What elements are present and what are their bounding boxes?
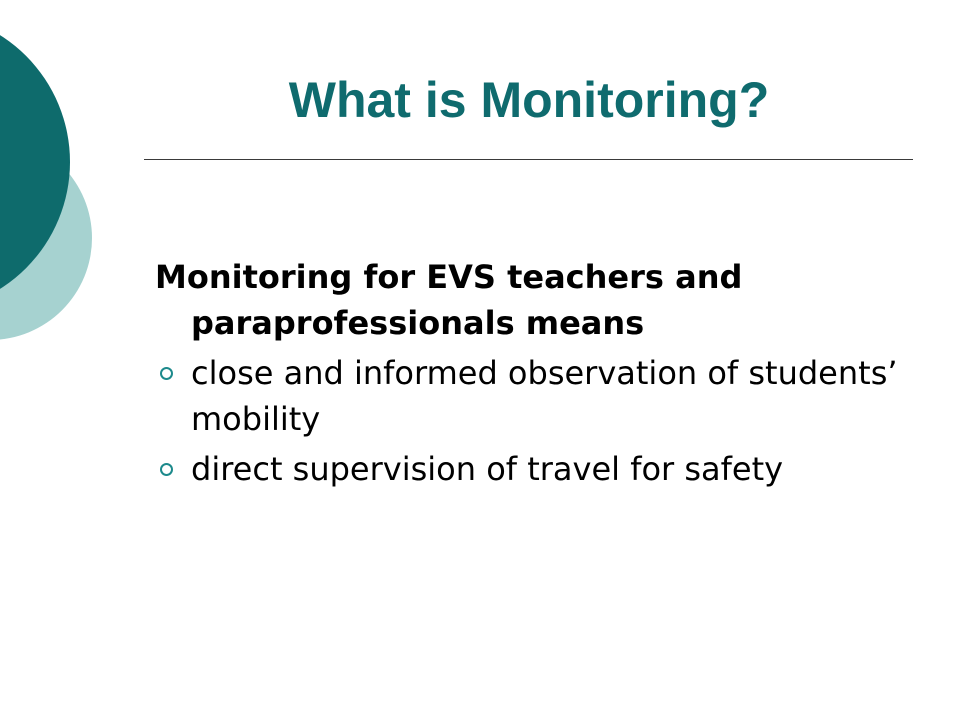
bullet-list [155, 350, 915, 492]
hollow-circle-bullet-icon [160, 367, 173, 380]
lead-statement: Monitoring for EVS teachers and paraprofessionals means [155, 258, 743, 342]
bullet-text: close and informed observation of students’ mobility [191, 354, 898, 438]
bullet-text: direct supervision of travel for safety [191, 450, 784, 488]
bullet-item [155, 446, 915, 492]
hollow-circle-bullet-icon [160, 463, 173, 476]
decorative-circles [0, 0, 120, 400]
slide-title: What is Monitoring? [288, 72, 770, 128]
bullet-item [155, 350, 915, 442]
slide-body [155, 254, 915, 496]
title-divider [144, 159, 913, 160]
